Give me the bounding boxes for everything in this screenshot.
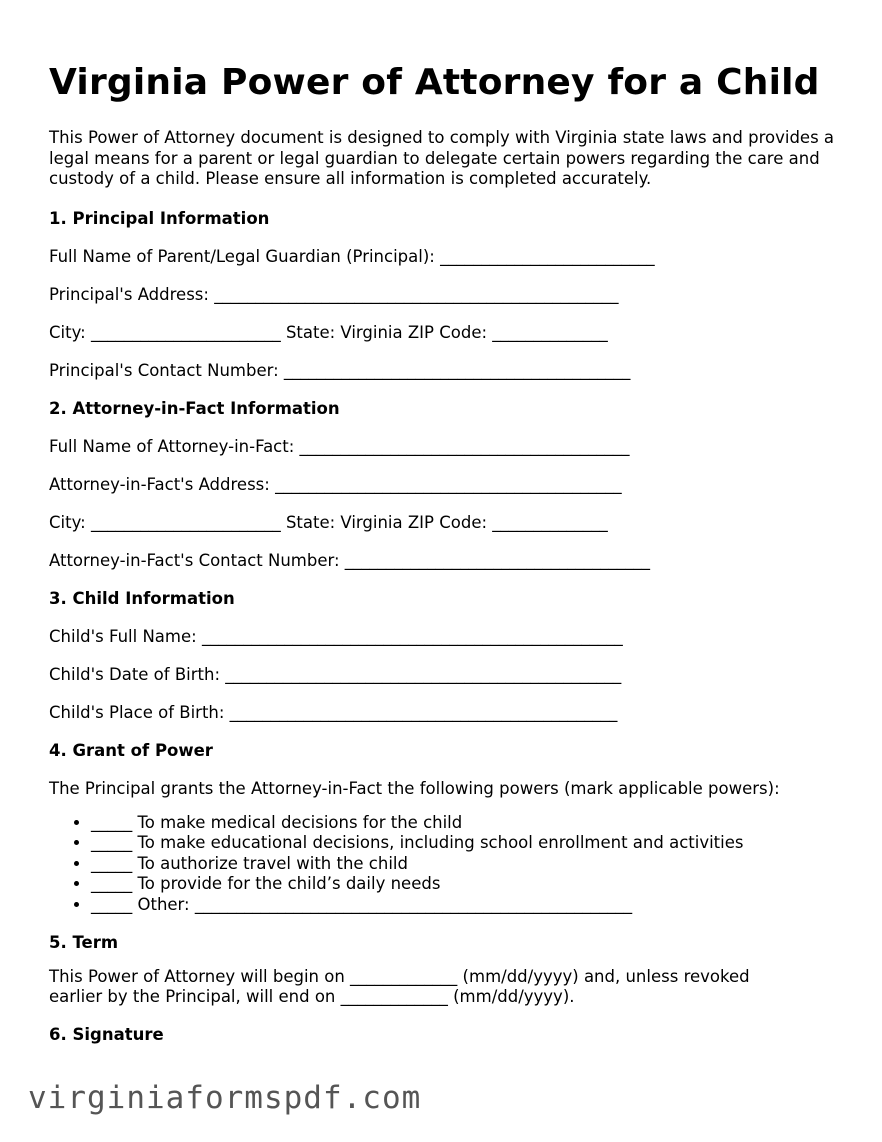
term-text-line-2: earlier by the Principal, will end on _____________ (mm/dd/yyyy).: [49, 987, 575, 1006]
child-full-name-field: Child's Full Name: ___________________________________________________: [49, 626, 623, 646]
power-item-educational: • _____ To make educational decisions, including school enrollment and activities: [91, 833, 839, 854]
power-item-daily-needs: • _____ To provide for the child’s daily needs: [91, 874, 839, 895]
powers-list: [49, 813, 839, 916]
section-child-heading: 3. Child Information: [49, 588, 235, 608]
document-title: Virginia Power of Attorney for a Child: [49, 62, 820, 103]
attorney-address-field: Attorney-in-Fact's Address: __________________________________________: [49, 474, 622, 494]
term-text: [49, 967, 839, 1007]
section-principal-heading: 1. Principal Information: [49, 208, 270, 228]
power-item-other: • _____ Other: _____________________________________________________: [91, 895, 839, 916]
power-item-medical: • _____ To make medical decisions for the child: [91, 813, 839, 834]
section-term-heading: 5. Term: [49, 933, 119, 952]
term-text-line-1: This Power of Attorney will begin on _____________ (mm/dd/yyyy) and, unless revoked: [49, 967, 750, 986]
intro-paragraph: This Power of Attorney document is designed to comply with Virginia state laws and provides a legal means for a parent or legal guardian to delegate certain powers regarding the care and custody of a child. Please ensure all information is completed accurately.: [49, 128, 835, 188]
principal-city-state-zip-field: City: _______________________ State: Virginia ZIP Code: ______________: [49, 322, 608, 342]
principal-address-field: Principal's Address: _________________________________________________: [49, 284, 619, 304]
attorney-city-state-zip-field: City: _______________________ State: Virginia ZIP Code: ______________: [49, 512, 608, 532]
attorney-contact-field: Attorney-in-Fact's Contact Number: _____________________________________: [49, 550, 651, 570]
child-dob-field: Child's Date of Birth: ________________________________________________: [49, 664, 622, 684]
document-page: [49, 60, 839, 1045]
child-pob-field: Child's Place of Birth: _______________________________________________: [49, 702, 618, 722]
section-grant-heading: 4. Grant of Power: [49, 740, 213, 760]
principal-full-name-field: Full Name of Parent/Legal Guardian (Principal): __________________________: [49, 246, 655, 266]
grant-lead-text: The Principal grants the Attorney-in-Fact the following powers (mark applicable powers):: [49, 778, 780, 798]
power-item-travel: • _____ To authorize travel with the child: [91, 854, 839, 875]
section-signature-heading: 6. Signature: [49, 1025, 164, 1044]
section-attorney-heading: 2. Attorney-in-Fact Information: [49, 398, 340, 418]
principal-contact-field: Principal's Contact Number: __________________________________________: [49, 360, 631, 380]
attorney-full-name-field: Full Name of Attorney-in-Fact: ________________________________________: [49, 436, 630, 456]
watermark-text: virginiaformspdf.com: [28, 1080, 422, 1116]
